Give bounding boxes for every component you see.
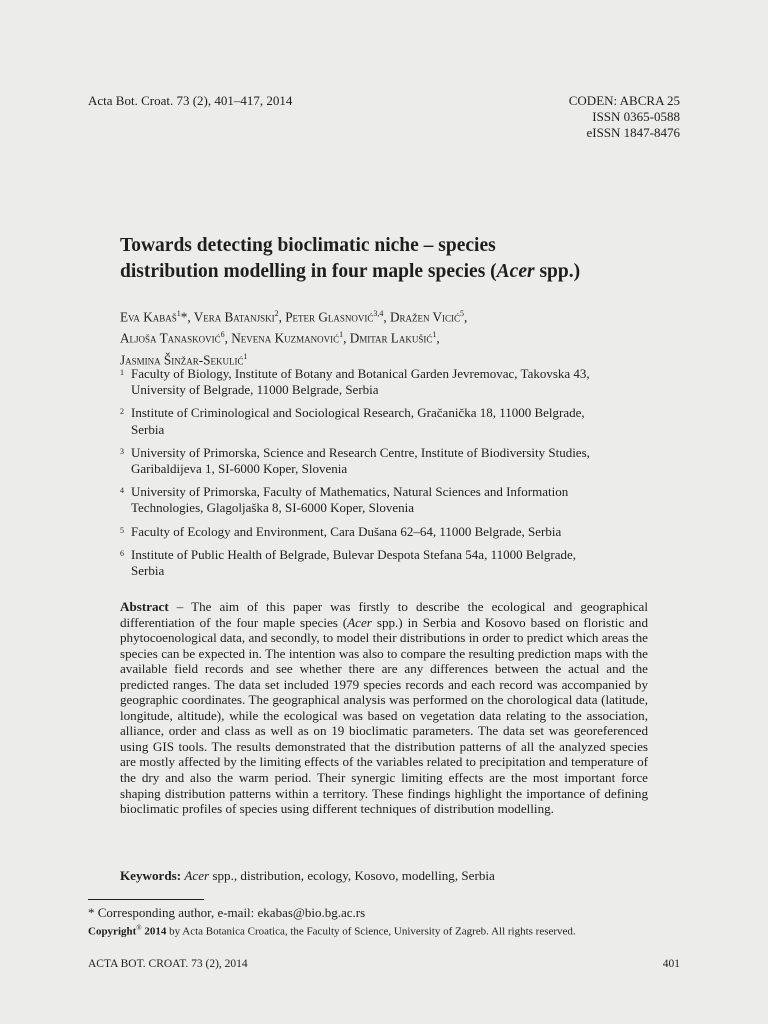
corresponding-marker: * xyxy=(180,309,188,325)
abstract-label: Abstract xyxy=(120,599,169,614)
journal-codes xyxy=(569,93,680,141)
author: Dražen Vicić xyxy=(389,309,461,325)
issn: ISSN 0365-0588 xyxy=(592,109,680,124)
author: Nevena Kuzmanović xyxy=(231,330,340,346)
author-affiliation-number: 1 xyxy=(432,330,437,340)
copyright-notice xyxy=(88,924,576,938)
affiliation-number: 1 xyxy=(120,368,124,377)
abstract-text-cont: spp.) in Serbia and Kosovo based on floristic and phytocoenological data, and secondly, to model their distributions in order to predict which areas the species can be expected in. The intention was also to compare the resulting prediction maps with the available field records and see whether there are any differences between the actual and the predicted ranges. The data set included 1979 species records and each record was accompanied by geographic coordinates. The geographical analysis was performed on the chorological data (latitude, longitude, altitude), while the ecological was based on vegetation data relating to the association, alliance, order and class as well as on 19 bioclimatic parameters. The data set was georeferenced using GIS tools. The results demonstrated that the distribution patterns of all the analyzed species are mostly affected by the limiting effects of the variables related to precipitation and temperature of the dry and also the warm period. Their synergic limiting effects are the most important force shaping distribution patterns within a territory. These findings highlight the importance of defining bioclimatic profiles of species using different techniques of distribution modelling. xyxy=(120,614,648,817)
abstract-text: – The aim of this paper was firstly to describe the ecological and geographical differentiation of the four maple species ( xyxy=(120,599,648,630)
registered-mark: ® xyxy=(136,924,142,932)
affiliation-number: 6 xyxy=(120,548,124,558)
affiliation-text-cont: Garibaldijeva 1, SI-6000 Koper, Slovenia xyxy=(131,461,348,477)
affiliation-item xyxy=(120,366,660,398)
affiliation-text-cont: Serbia xyxy=(131,563,165,579)
affiliation-number: 5 xyxy=(120,525,124,535)
affiliation-text: University of Primorska, Science and Research Centre, Institute of Biodiversity Studies, xyxy=(131,444,590,460)
author-affiliation-number: 1 xyxy=(176,309,181,318)
affiliation-item xyxy=(120,484,660,516)
author-affiliation-number: 5 xyxy=(460,309,465,318)
journal-citation: Acta Bot. Croat. 73 (2), 401–417, 2014 xyxy=(88,93,293,108)
affiliation-item xyxy=(120,524,660,540)
author-line-2: Aljoša Tanasković$^6$, Nevena Kuzmanović$^1$, Dmitar Lakušić$^1$, xyxy=(120,330,440,346)
footer-journal: ACTA BOT. CROAT. 73 (2), 2014 xyxy=(88,958,248,970)
copyright-year: 2014 xyxy=(141,925,167,938)
author: Eva Kabaš xyxy=(120,309,177,325)
author: Aljoša Tanasković xyxy=(120,330,221,346)
footnote-divider xyxy=(88,899,204,900)
affiliation-text: Faculty of Biology, Institute of Botany and Botanical Garden Jevremovac, Takovska 43, xyxy=(131,366,590,381)
affiliation-item xyxy=(120,547,660,579)
affiliation-text-cont: University of Belgrade, 11000 Belgrade, Serbia xyxy=(131,382,379,398)
affiliation-item xyxy=(120,405,660,437)
coden: CODEN: ABCRA 25 xyxy=(568,93,680,108)
page-number: 401 xyxy=(662,958,680,970)
paper-title xyxy=(120,233,680,285)
author: Vera Batanjski xyxy=(193,309,275,325)
affiliation-text: Institute of Public Health of Belgrade, Bulevar Despota Stefana 54a, 11000 Belgrade, xyxy=(131,546,577,562)
abstract-genus: Acer xyxy=(347,614,372,630)
affiliation-list xyxy=(120,366,660,586)
affiliation-text-cont: Technologies, Glagoljaška 8, SI-6000 Koper, Slovenia xyxy=(131,500,415,516)
eissn: eISSN 1847-8476 xyxy=(586,125,680,140)
affiliation-number: 2 xyxy=(120,407,124,417)
affiliation-text: Faculty of Ecology and Environment, Cara Dušana 62–64, 11000 Belgrade, Serbia xyxy=(131,523,562,539)
affiliation-number: 4 xyxy=(120,486,124,496)
affiliation-text: Institute of Criminological and Sociological Research, Gračanička 18, 11000 Belgrade, xyxy=(131,405,585,421)
affiliation-item xyxy=(120,445,660,477)
abstract xyxy=(120,599,648,817)
title-text: distribution modelling in four maple species ( xyxy=(120,261,497,282)
author: Dmitar Lakušić xyxy=(349,330,433,346)
affiliation-number: 3 xyxy=(120,446,124,456)
author-line-1: Eva Kabaš$^1$*, Vera Batanjski$^2$, Peter Glasnović$^{3,4}$, Dražen Vicić$^5$, xyxy=(120,309,468,325)
keywords-label: Keywords: xyxy=(120,868,182,883)
author-affiliation-number: 2 xyxy=(274,309,279,318)
author-affiliation-number: 6 xyxy=(220,330,225,340)
affiliation-text: University of Primorska, Faculty of Mathematics, Natural Sciences and Information xyxy=(131,484,569,500)
keywords xyxy=(120,868,495,884)
author-list xyxy=(120,305,680,369)
corresponding-author: * Corresponding author, e-mail: ekabas@bio.bg.ac.rs xyxy=(88,905,366,920)
copyright-text: by Acta Botanica Croatica, the Faculty of Science, University of Zagreb. All rights reserved. xyxy=(166,925,576,938)
affiliation-text-cont: Serbia xyxy=(131,421,165,437)
title-text-end: spp.) xyxy=(534,261,581,282)
title-line-2 xyxy=(120,259,680,285)
author-affiliation-number: 1 xyxy=(339,330,344,340)
title-line-1: Towards detecting bioclimatic niche – species xyxy=(120,235,496,256)
author-affiliation-number: 3,4 xyxy=(373,309,384,318)
keywords-list: spp., distribution, ecology, Kosovo, modelling, Serbia xyxy=(209,868,495,883)
copyright-label: Copyright xyxy=(88,925,137,938)
title-genus: Acer xyxy=(496,261,535,282)
author: Jasmina Šinžar-Sekulić xyxy=(120,352,244,368)
keywords-genus: Acer xyxy=(184,868,210,883)
author: Peter Glasnović xyxy=(285,309,374,325)
author-affiliation-number: 1 xyxy=(243,351,248,361)
